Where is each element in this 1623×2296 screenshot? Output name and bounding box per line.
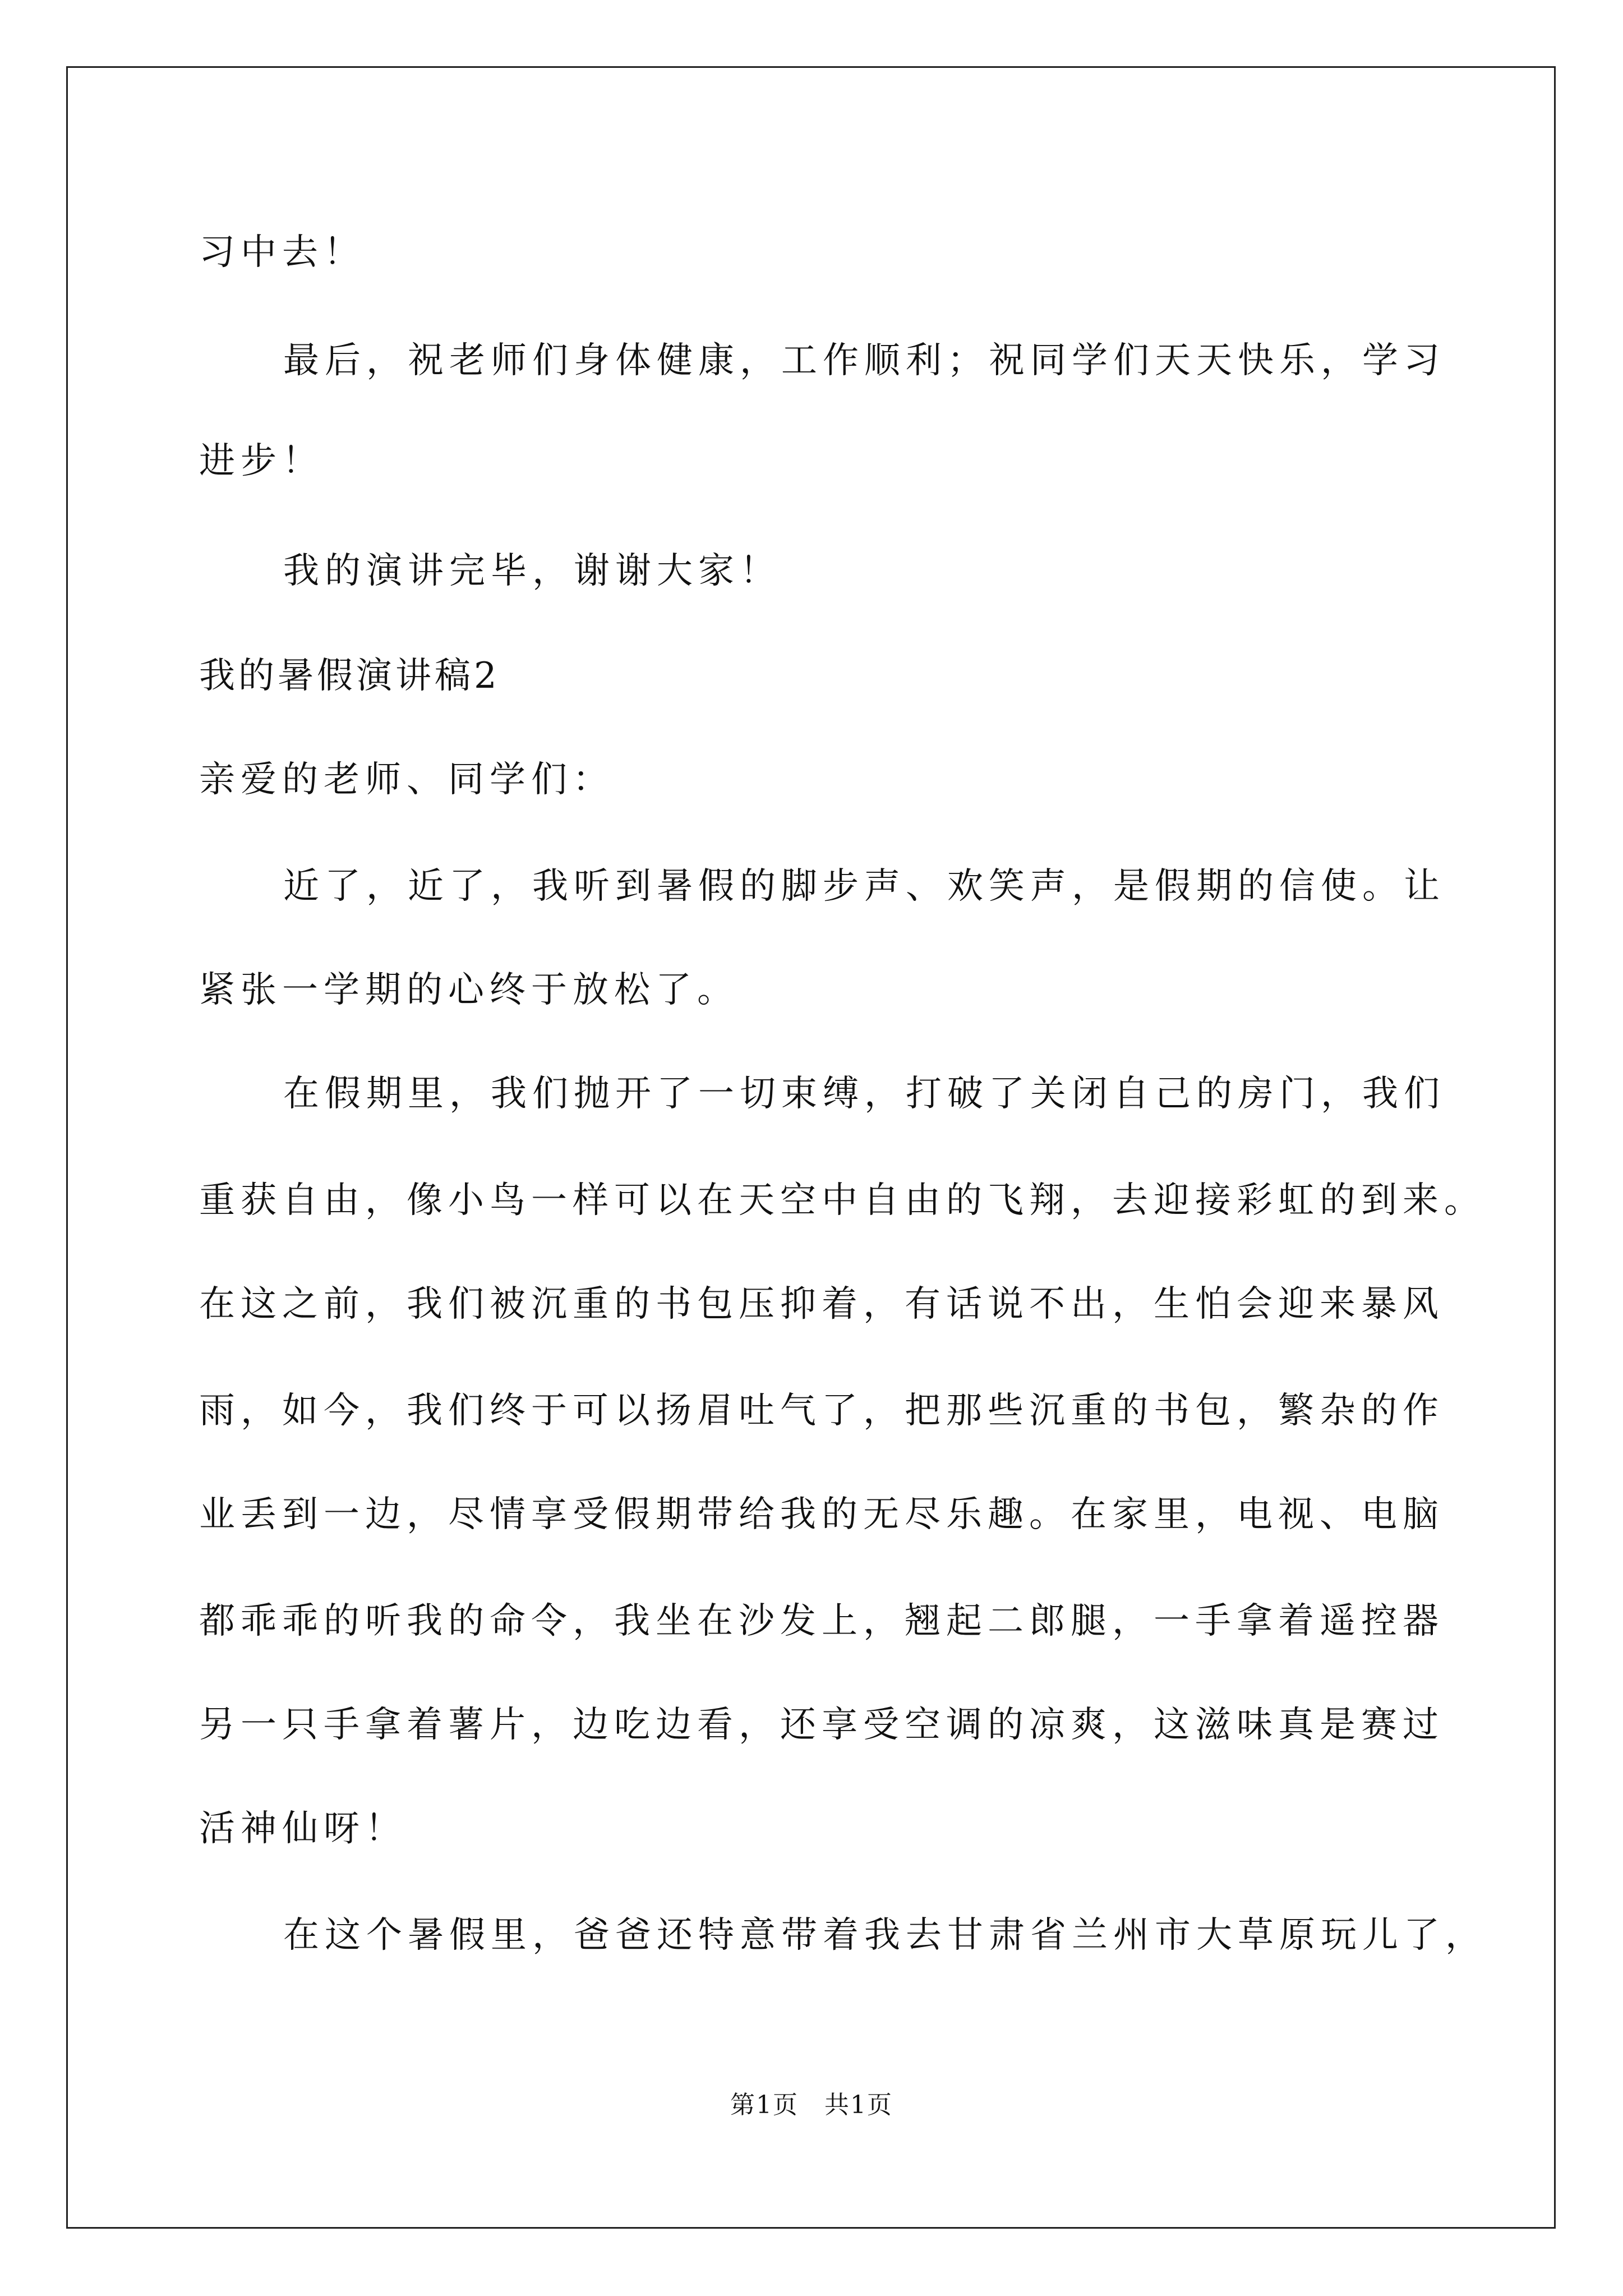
paragraph-start: 在假期里，我们抛开了一切束缚，打破了关闭自己的房门，我们: [283, 1073, 1445, 1115]
page-number: 第1页 共1页: [730, 2091, 893, 2119]
text-line: 紧张一学期的心终于放松了。: [199, 969, 739, 1011]
paragraph-start: 我的演讲完毕，谢谢大家！: [283, 550, 781, 592]
text-line: 活神仙呀！: [199, 1808, 407, 1849]
paragraph-start: 在这个暑假里，爸爸还特意带着我去甘肃省兰州市大草原玩儿了，: [283, 1915, 1487, 1956]
text-line: 雨，如今，我们终于可以扬眉吐气了，把那些沉重的书包，繁杂的作: [199, 1390, 1444, 1432]
paragraph-start: 近了，近了，我听到暑假的脚步声、欢笑声，是假期的信使。让: [283, 866, 1445, 907]
text-line: 另一只手拿着薯片，边吃边看，还享受空调的凉爽，这滋味真是赛过: [199, 1704, 1444, 1746]
text-line: 业丢到一边，尽情享受假期带给我的无尽乐趣。在家里，电视、电脑: [199, 1494, 1444, 1535]
page-border: [66, 66, 1556, 2229]
text-line: 习中去！: [199, 232, 365, 273]
paragraph-start: 最后，祝老师们身体健康，工作顺利；祝同学们天天快乐，学习: [283, 340, 1445, 381]
section-title: 我的暑假演讲稿2: [199, 655, 500, 697]
text-line: 在这之前，我们被沉重的书包压抑着，有话说不出，生怕会迎来暴风: [199, 1283, 1444, 1325]
text-line: 都乖乖的听我的命令，我坐在沙发上，翘起二郎腿，一手拿着遥控器: [199, 1600, 1444, 1642]
text-line: 重获自由，像小鸟一样可以在天空中自由的飞翔，去迎接彩虹的到来。: [199, 1180, 1486, 1221]
text-line: 进步！: [199, 440, 324, 482]
salutation: 亲爱的老师、同学们：: [199, 759, 614, 800]
